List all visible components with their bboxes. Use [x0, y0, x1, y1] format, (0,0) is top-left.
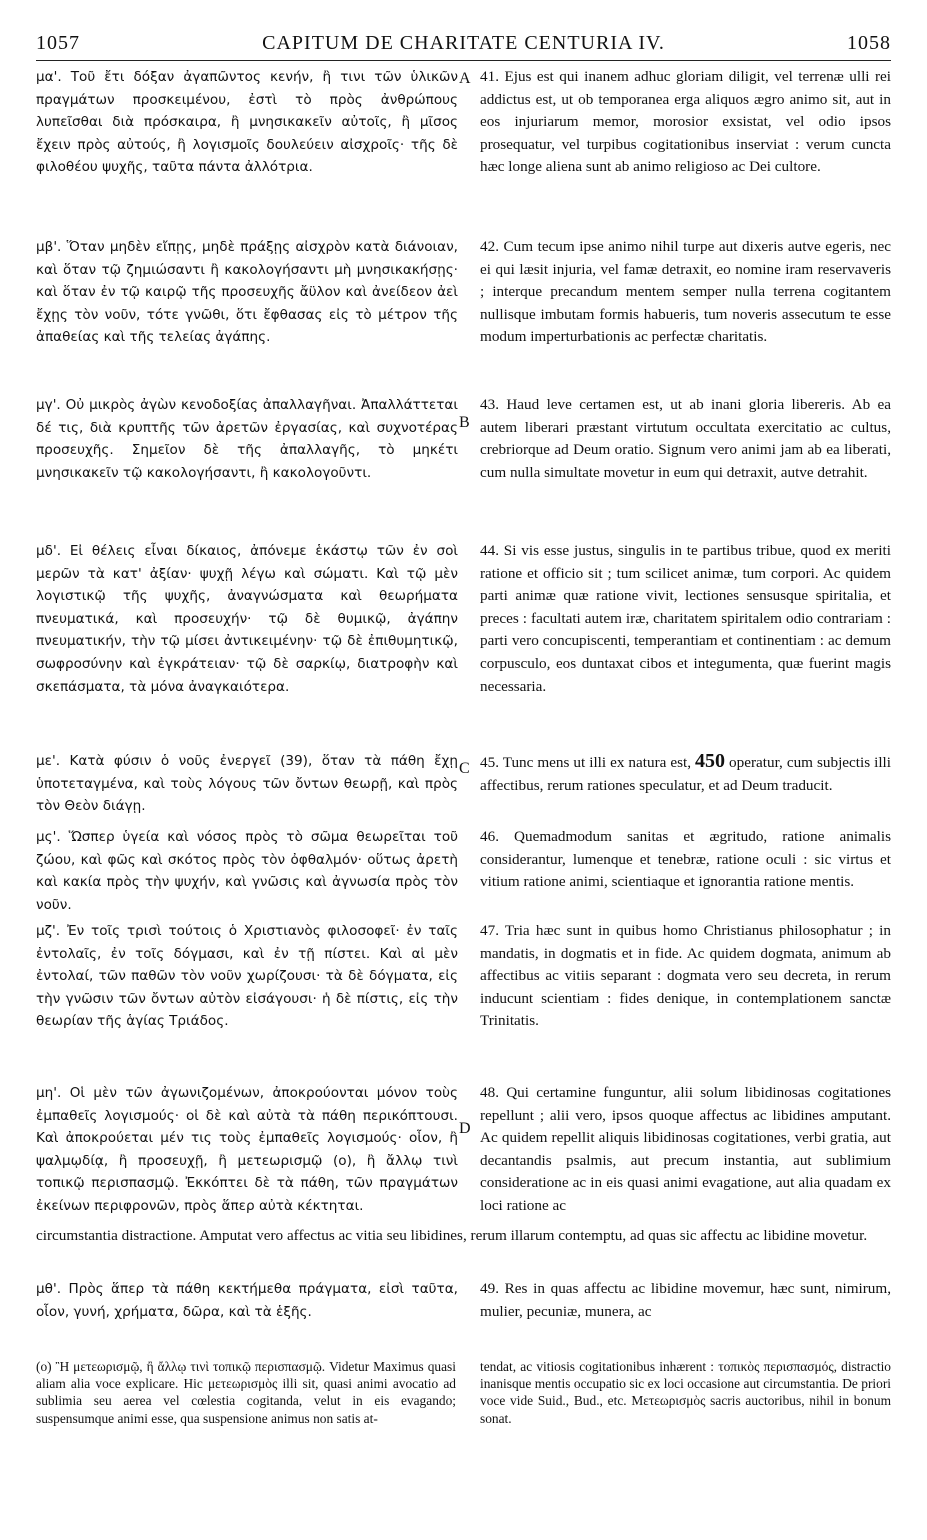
margin-marker-c: C	[459, 760, 470, 777]
column-number: 450	[695, 750, 726, 772]
latin-chapter-44: 44. Si vis esse justus, singulis in te partibus tribue, quod ex meriti ratione et officio sit ; tum scilicet animæ, tum corpori. Ac quidem parti animæ quæ ratione vivit, lectiones sensusque spiritalia, et preces : facultati autem iræ, charitatem spiritalem odio contrariam : parti vero concupiscenti, temperantiam et continentiam : ac demum corpusculo, eos duntaxat cibos et integumenta, quæ fuerint magis necessaria.	[480, 542, 891, 695]
greek-chapter-49: μθ'. Πρὸς ἅπερ τὰ πάθη κεκτήμεθα πράγματα, εἰσὶ ταῦτα, οἷον, γυνή, χρήματα, δῶρα, καὶ τὰ ἑξῆς.	[36, 1281, 458, 1320]
latin-chapter-48: 48. Qui certamine funguntur, alii solum libidinosas cogitationes repellunt ; alii vero, ipsos quoque affectus ac libidines amputant. Ac quidem repellit aliquis libidinosas cogitationes, verbi gratia, aut decantandis psalmis, aut precum instantia, aut sublimium consideratione ac in eis quasi animi evagatione, aut alia quadam ex loci ratione ac	[480, 1084, 891, 1214]
greek-chapter-43: μγ'. Οὐ μικρὸς ἀγὼν κενοδοξίας ἀπαλλαγῆναι. Ἀπαλλάττεται δέ τις, διὰ κρυπτῆς τῶν ἀρετῶν ἐργασίας, καὶ συχνοτέρας προσευχῆς. Σημεῖον δὲ τῆς ἀπαλλαγῆς, τὸ μηκέτι μνησικακεῖν τῷ κακολογήσαντι, ἢ κακολογοῦντι.	[36, 397, 458, 481]
margin-marker-b: B	[459, 414, 470, 431]
margin-marker-a: A	[459, 70, 471, 87]
latin-chapter-49: 49. Res in quas affectu ac libidine movemur, hæc sunt, nimirum, mulier, pecuniæ, munera, ac	[480, 1280, 891, 1320]
greek-chapter-46: μς'. Ὥσπερ ὑγεία καὶ νόσος πρὸς τὸ σῶμα θεωρεῖται τοῦ ζώου, καὶ φῶς καὶ σκότος πρὸς τὸν ὀφθαλμόν· οὕτως ἀρετὴ καὶ κακία πρὸς τὴν ψυχήν, καὶ γνῶσις καὶ ἀγνωσία πρὸς τὸν νοῦν.	[36, 829, 458, 913]
latin-chapter-41: 41. Ejus est qui inanem adhuc gloriam diligit, vel terrenæ ulli rei addictus est, ut ob temporanea erga aliquos ægro animo sit, aut in eos injuriarum memor, morosior exsistat, vel odio ipsos prosequatur, vel turpibus cogitationibus inserviat : verum cuncta hæc longe aliena sunt ab animo religioso ac Dei cultore.	[480, 68, 891, 176]
latin-chapter-45	[480, 750, 891, 797]
greek-chapter-44: μδ'. Εἰ θέλεις εἶναι δίκαιος, ἀπόνεμε ἑκάστῳ τῶν ἐν σοὶ μερῶν τὰ κατ' ἀξίαν· ψυχῇ λέγω καὶ σώματι. Καὶ τῷ μὲν λογιστικῷ τῆς ψυχῆς, ἀναγνώσματα καὶ θεωρήματα πνευματικά, καὶ προσευχήν· τῷ δὲ θυμικῷ, ἀγάπην πνευματικήν, τὴν τῷ μίσει ἀντικειμένην· τῷ δὲ ἐπιθυμητικῷ, σωφροσύνην καὶ ἐγκράτειαν· τῷ δὲ σαρκίῳ, διατροφὴν καὶ σκεπάσματα, τὰ μόνα ἀναγκαιότερα.	[36, 543, 458, 695]
greek-chapter-42: μβ'. Ὅταν μηδὲν εἴπῃς, μηδὲ πράξῃς αἰσχρὸν κατὰ διάνοιαν, καὶ ὅταν τῷ ζημιώσαντι ἢ κακολογήσαντι μὴ μνησικακήσῃς· καὶ ὅταν ἐν τῷ καιρῷ τῆς προσευχῆς ἄϋλον καὶ ἀνείδεον ἀεὶ ἔχῃς τὸν νοῦν, τότε γνῶθι, ὅτι ἔφθασας εἰς τὸ μέτρον τῆς ἀπαθείας καὶ τῆς τελείας ἀγάπης.	[36, 239, 458, 346]
footnote-left: (o) Ἢ μετεωρισμῷ, ἢ ἄλλῳ τινὶ τοπικῷ περισπασμῷ. Videtur Maximus quasi aliam alia voce explicare. Hic μετεωρισμὸς illi sit, quasi animi avocatio ad sublimia seu aerea vel cœlestia cogitanda, velut in eis evagando; suspensumque animi esse, qua suspensione animus non satis at-	[36, 1359, 456, 1426]
full-width-continuation: circumstantia distractione. Amputat vero affectus ac vitia seu libidines, rerum illarum contemptu, ad quas sic affectu ac libidine movetur.	[36, 1227, 868, 1244]
running-title: CAPITUM DE CHARITATE CENTURIA IV.	[262, 32, 665, 54]
header-rule	[36, 60, 891, 61]
greek-chapter-47: μζ'. Ἐν τοῖς τρισὶ τούτοις ὁ Χριστιανὸς φιλοσοφεῖ· ἐν ταῖς ἐντολαῖς, ἐν τοῖς δόγμασι, καὶ ἐν τῇ πίστει. Καὶ αἱ μὲν ἐντολαί, τῶν παθῶν τὸν νοῦν χωρίζουσι· τὰ δὲ δόγματα, εἰς τὴν γνῶσιν τῶν ὄντων αὐτὸν εἰσάγουσι· ἡ δὲ πίστις, εἰς τὴν θεωρίαν τῆς ἁγίας Τριάδος.	[36, 923, 458, 1030]
latin-chapter-46: 46. Quemadmodum sanitas et ægritudo, ratione animalis considerantur, lumenque et tenebræ, ratione oculi : sic virtus et vitium ratione animi, scientiaque et ignorantia ratione mentis.	[480, 828, 891, 891]
greek-chapter-45: με'. Κατὰ φύσιν ὁ νοῦς ἐνεργεῖ (39), ὅταν τὰ πάθη ἔχῃ ὑποτεταγμένα, καὶ τοὺς λόγους τῶν ὄντων θεωρῇ, καὶ πρὸς τὸν Θεὸν διάγῃ.	[36, 753, 458, 815]
greek-chapter-41: μα'. Τοῦ ἔτι δόξαν ἀγαπῶντος κενήν, ἢ τινι τῶν ὑλικῶν πραγμάτων προσκειμένου, ἐστὶ τὸ πρὸς ἀνθρώπους λυπεῖσθαι διὰ πρόσκαιρα, ἢ μνησικακεῖν αὐτοῖς, ἢ μῖσος ἔχειν πρὸς αὐτούς, ἢ λογισμοῖς δουλεύειν αἰσχροῖς· τῆς δὲ φιλοθέου ψυχῆς, ταῦτα πάντα ἀλλότρια.	[36, 69, 458, 176]
latin-45-end: operatur, cum subjectis illi affectibus, rerum rationes speculatur, et ad Deum traducit.	[480, 754, 891, 794]
latin-chapter-42: 42. Cum tecum ipse animo nihil turpe aut dixeris autve egeris, nec ei qui læsit injuria, vel famæ detraxit, eo nomine iram reservaveris ; interque precandum mentem semper nulla terrena cogitantem nullisque imbutam formis habueris, tum noveris assecutum te esse modum imperturbationis ac perfectæ charitatis.	[480, 238, 891, 346]
page-header	[36, 32, 891, 58]
margin-marker-d: D	[459, 1120, 471, 1137]
latin-chapter-47: 47. Tria hæc sunt in quibus homo Christianus philosophatur ; in mandatis, in dogmatis et in fide. Ac quidem dogmata, animum ab affectibus ac vitiis separant : dogmata vero seu decreta, in rerum inducunt scientiam : fides denique, in contemplationem sanctæ Trinitatis.	[480, 922, 891, 1030]
greek-chapter-48: μη'. Οἱ μὲν τῶν ἀγωνιζομένων, ἀποκρούονται μόνον τοὺς ἐμπαθεῖς λογισμούς· οἱ δὲ καὶ αὐτὰ τὰ πάθη περικόπτουσι. Καὶ ἀποκρούεται μέν τις τοὺς ἐμπαθεῖς λογισμούς· οἷον, ἢ ψαλμῳδίᾳ, ἢ προσευχῇ, ἢ μετεωρισμῷ (ο), ἢ ἄλλῳ τινὶ τοπικῷ περισπασμῷ. Ἐκκόπτει δὲ τὰ πάθη, τῶν πραγμάτων ἐκείνων περιφρονῶν, πρὸς ἅπερ αὐτὰ κέκτηται.	[36, 1085, 458, 1214]
latin-45-start: 45. Tunc mens ut illi ex natura est,	[480, 754, 692, 771]
page-number-left: 1057	[36, 32, 80, 54]
footnote-right: tendat, ac vitiosis cogitationibus inhærent : τοπικὸς περισπασμός, distractio inanisque mentis occupatio sic ex loci occasione aut circumstantia. De priori voce vide Suid., Bud., etc. Μετεωρισμὸς sacris auctoribus, nihil in bonum sonat.	[480, 1359, 891, 1426]
latin-chapter-43: 43. Haud leve certamen est, ut ab inani gloria libereris. Ab ea autem liberari præstant virtutum occultata exercitatio ac cultus, crebriorque ad Deum oratio. Signum vero animi jam ab ea liberati, cum nulla simultate movetur in eum qui detraxit, autve detrahit.	[480, 396, 891, 481]
page-number-right: 1058	[847, 32, 891, 54]
